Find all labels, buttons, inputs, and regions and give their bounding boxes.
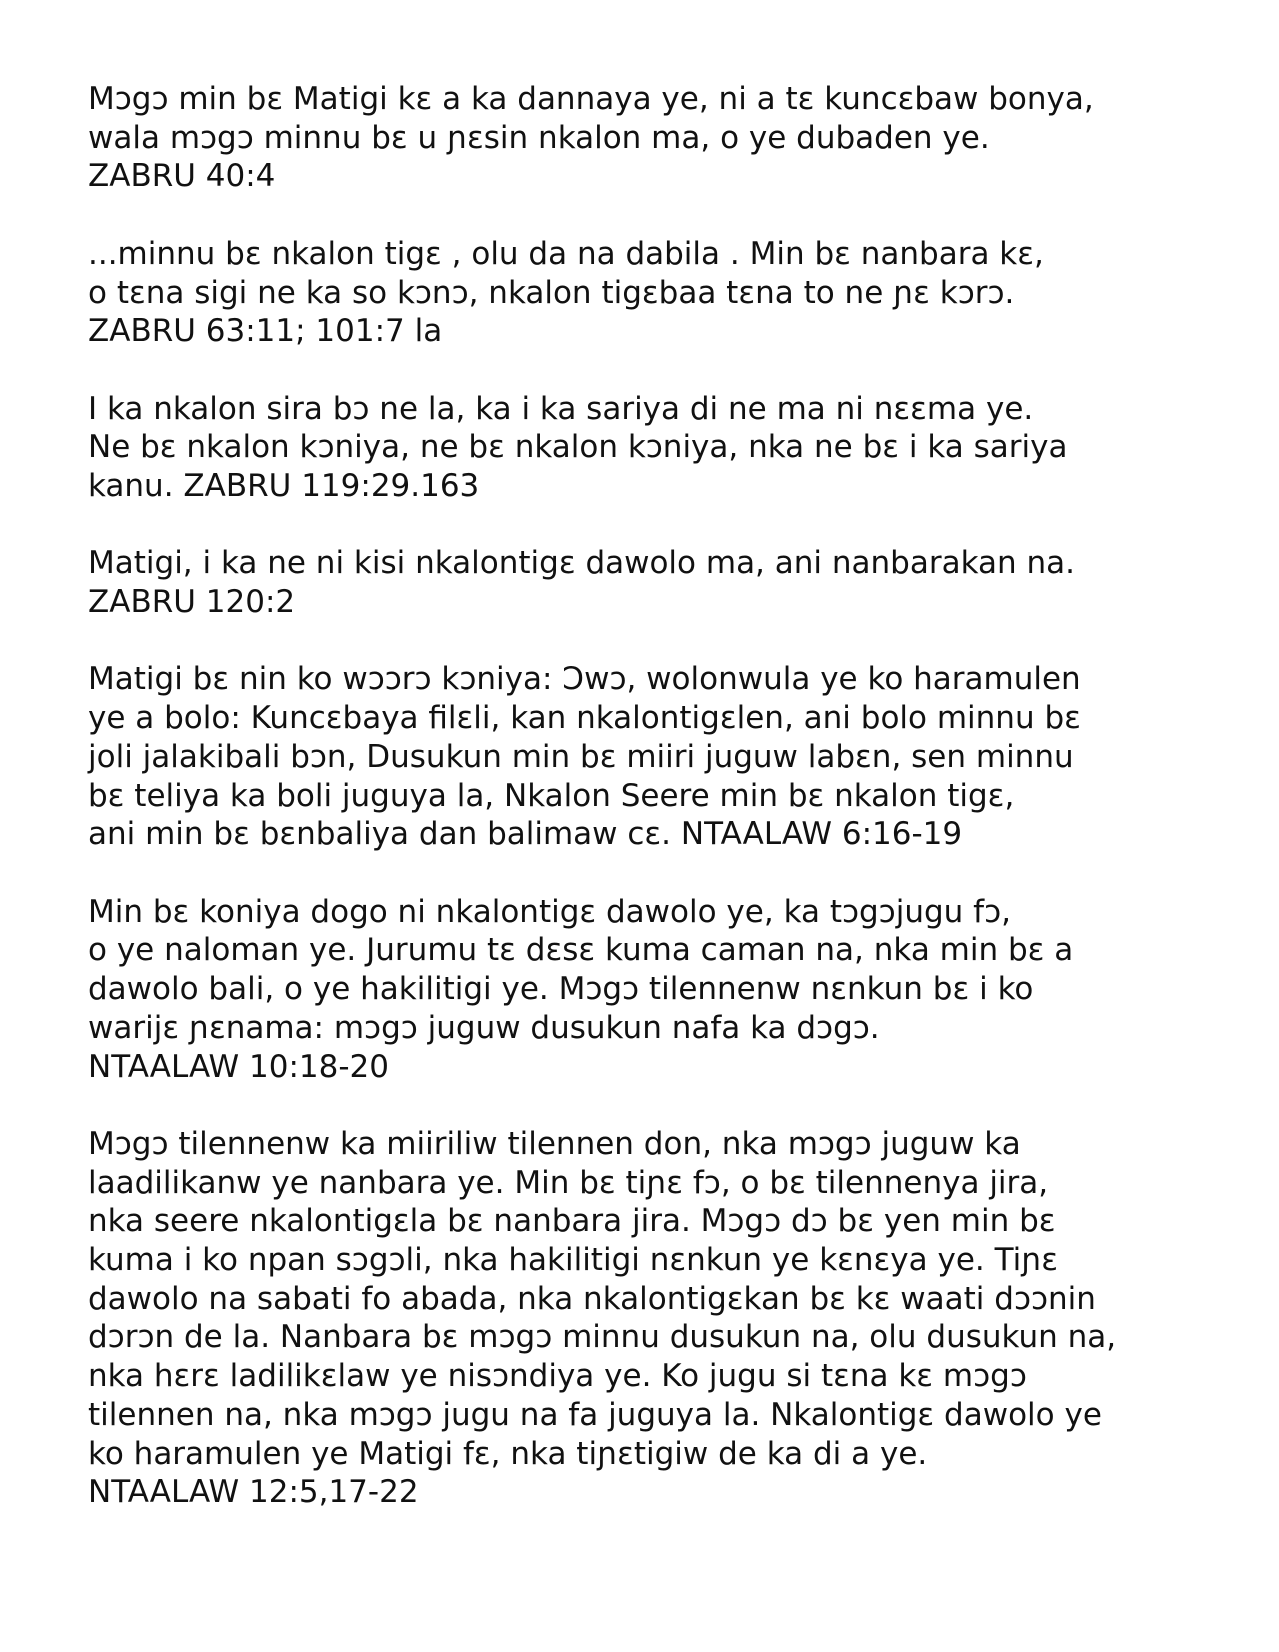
verse-paragraph-5	[88, 660, 1218, 854]
verse-reference: ZABRU 63:11; 101:7 la	[88, 313, 443, 350]
verse-reference: ZABRU 40:4	[88, 158, 276, 195]
text-line: Matigi bɛ nin ko wɔɔrɔ kɔniya: Ɔwɔ, wolonwula ye ko haramulen	[88, 661, 1081, 698]
text-line: bɛ teliya ka boli juguya la, Nkalon Seere min bɛ nkalon tigɛ,	[88, 777, 1015, 814]
text-line: Mɔgɔ min bɛ Matigi kɛ a ka dannaya ye, ni a tɛ kuncɛbaw bonya,	[88, 81, 1094, 117]
text-line: joli jalakibali bɔn, Dusukun min bɛ miiri juguw labɛn, sen minnu	[88, 738, 1074, 775]
verse-paragraph-1	[88, 80, 1218, 196]
verse-paragraph-3	[88, 390, 1218, 506]
verse-paragraph-2	[88, 235, 1218, 351]
verse-paragraph-4	[88, 544, 1218, 621]
text-line: dɔrɔn de la. Nanbara bɛ mɔgɔ minnu dusukun na, olu dusukun na,	[88, 1319, 1117, 1356]
text-line: tilennen na, nka mɔgɔ jugu na fa juguya la. Nkalontigɛ dawolo ye	[88, 1396, 1102, 1433]
text-line: ko haramulen ye Matigi fɛ, nka tiɲɛtigiw de ka di a ye.	[88, 1435, 928, 1472]
verse-paragraph-6	[88, 893, 1218, 1087]
text-line: o tɛna sigi ne ka so kɔnɔ, nkalon tigɛbaa tɛna to ne ɲɛ kɔrɔ.	[88, 274, 1015, 311]
text-line: Matigi, i ka ne ni kisi nkalontigɛ dawolo ma, ani nanbarakan na.	[88, 545, 1075, 582]
text-line: laadilikanw ye nanbara ye. Min bɛ tiɲɛ fɔ, o bɛ tilennenya jira,	[88, 1164, 1049, 1201]
text-line: nka hɛrɛ ladilikɛlaw ye nisɔndiya ye. Ko jugu si tɛna kɛ mɔgɔ	[88, 1358, 1027, 1395]
text-line: kuma i ko npan sɔgɔli, nka hakilitigi nɛnkun ye kɛnɛya ye. Tiɲɛ	[88, 1242, 1059, 1278]
text-line: dawolo na sabati fo abada, nka nkalontigɛkan bɛ kɛ waati dɔɔnin	[88, 1280, 1096, 1317]
text-line: Mɔgɔ tilennenw ka miiriliw tilennen don, nka mɔgɔ juguw ka	[88, 1125, 1021, 1162]
text-line: kanu. ZABRU 119:29.163	[88, 468, 480, 504]
text-line: warijɛ ɲɛnama: mɔgɔ juguw dusukun nafa ka dɔgɔ.	[88, 1009, 880, 1046]
verse-reference: NTAALAW 10:18-20	[88, 1048, 389, 1085]
document-page	[88, 80, 1218, 1551]
text-line: ye a bolo: Kuncɛbaya filɛli, kan nkalontigɛlen, ani bolo minnu bɛ	[88, 700, 1081, 737]
text-line: wala mɔgɔ minnu bɛ u ɲɛsin nkalon ma, o ye dubaden ye.	[88, 119, 990, 156]
verse-paragraph-7	[88, 1125, 1218, 1512]
text-line: Min bɛ koniya dogo ni nkalontigɛ dawolo ye, ka tɔgɔjugu fɔ,	[88, 893, 1011, 930]
verse-reference: NTAALAW 12:5,17-22	[88, 1474, 419, 1511]
text-line: I ka nkalon sira bɔ ne la, ka i ka sariya di ne ma ni nɛɛma ye.	[88, 390, 1034, 427]
text-line: nka seere nkalontigɛla bɛ nanbara jira. Mɔgɔ dɔ bɛ yen min bɛ	[88, 1203, 1056, 1240]
verse-reference: ZABRU 120:2	[88, 584, 296, 621]
text-line: ani min bɛ bɛnbaliya dan balimaw cɛ. NTAALAW 6:16-19	[88, 816, 963, 853]
text-line: dawolo bali, o ye hakilitigi ye. Mɔgɔ tilennenw nɛnkun bɛ i ko	[88, 971, 1034, 1008]
text-line: o ye naloman ye. Jurumu tɛ dɛsɛ kuma caman na, nka min bɛ a	[88, 932, 1074, 969]
text-line: ...minnu bɛ nkalon tigɛ , olu da na dabila . Min bɛ nanbara kɛ,	[88, 235, 1044, 272]
text-line: Ne bɛ nkalon kɔniya, ne bɛ nkalon kɔniya, nka ne bɛ i ka sariya	[88, 429, 1068, 466]
